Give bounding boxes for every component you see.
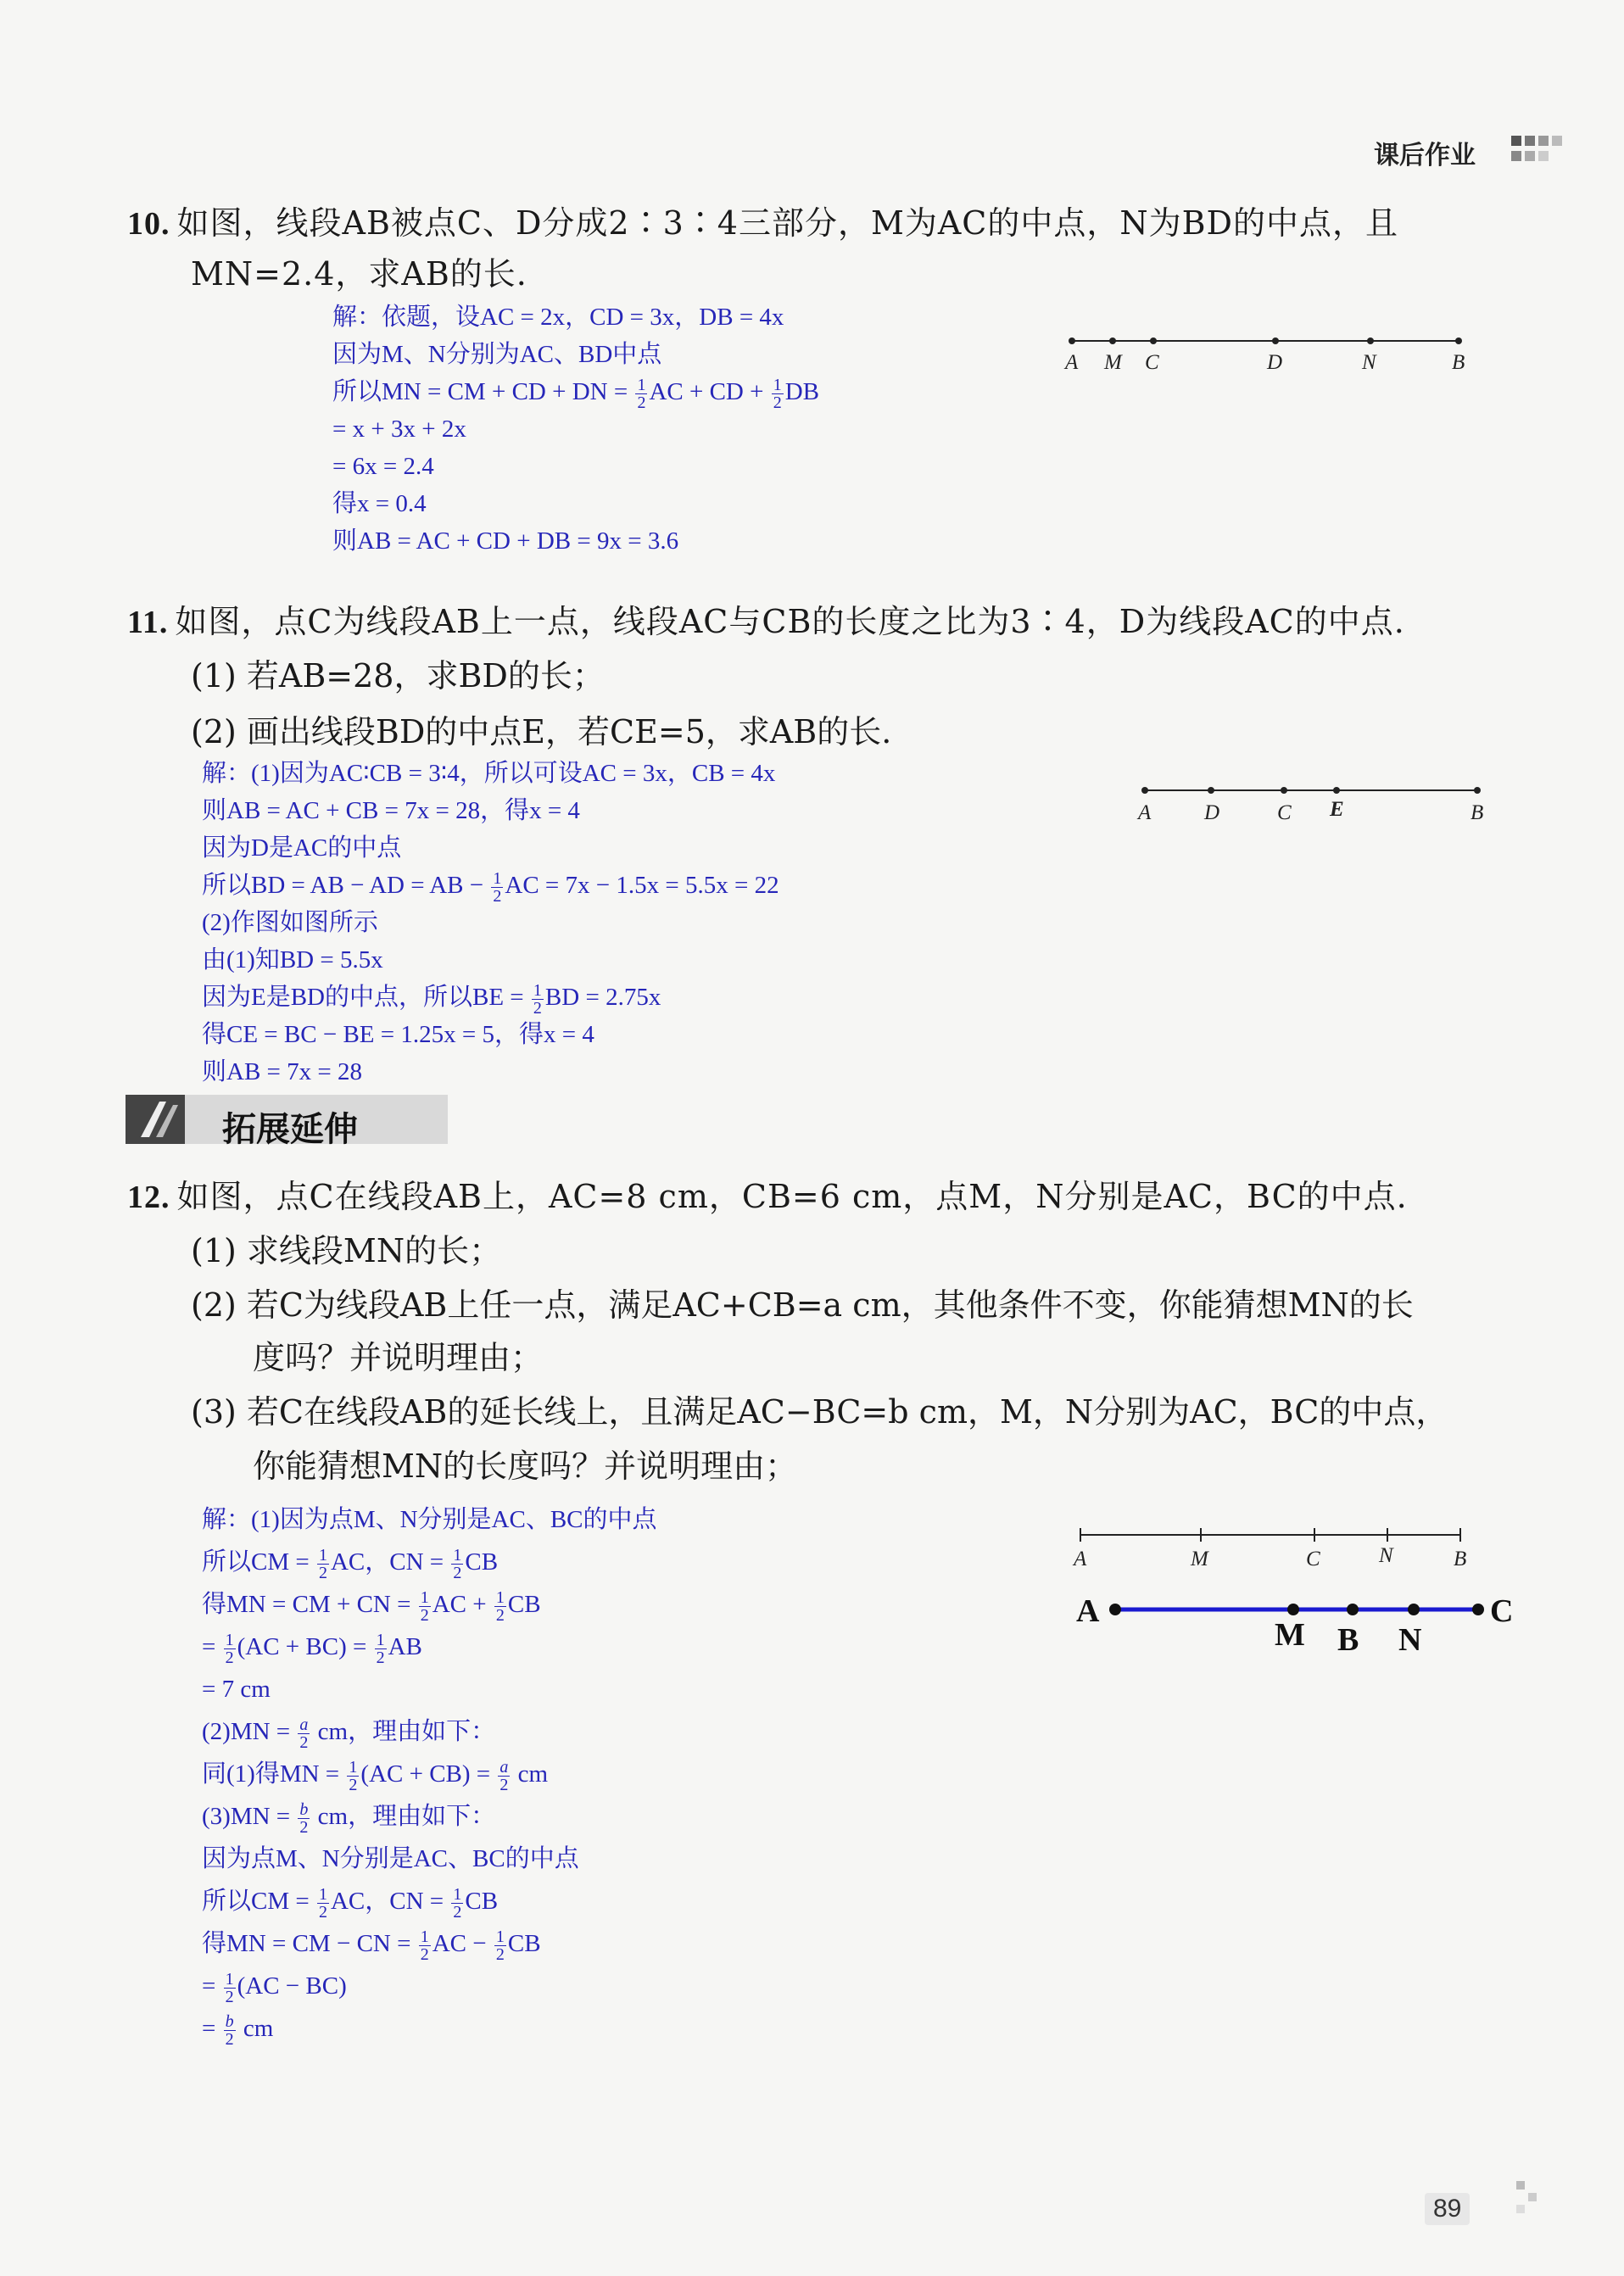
q11-label-a: A xyxy=(1138,801,1152,824)
q12-figure1 xyxy=(1069,1518,1476,1577)
page-number: 89 xyxy=(1425,2193,1470,2225)
q11-label-d: D xyxy=(1204,801,1220,824)
q11-part1: (1) 若AB=28，求BD的长； xyxy=(191,657,605,695)
q12-fig1-label-c: C xyxy=(1306,1548,1320,1570)
q12-fig2-label-b: B xyxy=(1337,1622,1359,1658)
header-title: 课后作业 xyxy=(1374,141,1476,170)
q11-text: 11. 如图，点C为线段AB上一点，线段AC与CB的长度之比为3∶4，D为线段AC的中点. xyxy=(127,603,1405,640)
header-squares-icon xyxy=(1511,136,1564,163)
q11-label-c: C xyxy=(1277,801,1292,824)
q11-figure xyxy=(1128,778,1501,829)
q11-number: 11. xyxy=(127,605,169,640)
q10-text-line1: 10. 如图，线段AB被点C、D分成2∶3∶4三部分，M为AC的中点，N为BD的中点，且 xyxy=(127,204,1399,242)
page-corner-squares-icon xyxy=(1516,2181,1550,2223)
q10-figure xyxy=(1060,322,1484,382)
q10-label-d: D xyxy=(1267,351,1283,374)
q10-solution: 解：依题，设AC = 2x，CD = 3x，DB = 4x 因为M、N分别为AC、BD中点 所以MN = CM + CD + DN = $\frac{1}{2}$ AC + CD + $\frac{1}{2}$ DB = x + 3x + 2x = 6x = 2.4 得x = 0.4 则AB = AC + CD + DB = 9x = 3.6 xyxy=(332,304,820,555)
q12-fig2-label-c: C xyxy=(1490,1593,1514,1629)
q12-fig2-label-m: M xyxy=(1275,1617,1305,1653)
q11-label-b: B xyxy=(1471,801,1484,824)
q10-label-c: C xyxy=(1145,351,1159,374)
q12-solution: 解：(1)因为点M、N分别是AC、BC的中点 所以CM = $\frac{1}{2}$ AC，CN = $\frac{1}{2}$ CB 得MN = CM + CN = $\frac{1}{2}$ AC + $\frac{1}{2}$ CB = $\frac{1}{2}$ (AC + BC) = $\frac{1}{2}$ AB = 7 cm (2)MN = $\frac{a}{2}$ cm，理由如下： 同(1)得MN = $\frac{1}{2}$ (AC + CB) = $\frac{a}{2}$ cm (3)MN = $\frac{b}{2}$ cm，理由如下： 因为点M、N分别是AC、BC的中点 所以CM = $\frac{1}{2}$ AC，CN = $\frac{1}{2}$ CB 得MN = CM − CN = $\frac{1}{2}$ AC − $\frac{1}{2}$ CB = $\frac{1}{2}$ (AC − BC) = $\frac{b}{2}$ cm xyxy=(202,1506,657,2049)
q10-label-a: A xyxy=(1065,351,1079,374)
q11-solution: 解：(1)因为AC∶CB = 3∶4，所以可设AC = 3x，CB = 4x 则AB = AC + CB = 7x = 28，得x = 4 因为D是AC的中点 所以BD = AB − AD = AB − $\frac{1}{2}$ AC = 7x − 1.5x = 5.5x = 22 (2)作图如图所示 由(1)知BD = 5.5x 因为E是BD的中点，所以BE = $\frac{1}{2}$ BD = 2.75x 得CE = BC − BE = 1.25x = 5，得x = 4 则AB = 7x = 28 xyxy=(202,760,779,1085)
q12-fig1-label-m: M xyxy=(1191,1548,1208,1570)
q12-fig2-label-a: A xyxy=(1076,1593,1100,1629)
q12-fig1-label-n: N xyxy=(1379,1544,1393,1567)
section-title: 拓展延伸 xyxy=(222,1110,358,1149)
q11-part2: (2) 画出线段BD的中点E，若CE=5，求AB的长. xyxy=(191,713,892,750)
q12-figure2 xyxy=(1073,1591,1514,1667)
q11-label-e: E xyxy=(1330,798,1344,821)
q12-fig2-label-n: N xyxy=(1398,1622,1422,1658)
q12-part3-line2: 你能猜想MN的长度吗？并说明理由； xyxy=(253,1448,798,1485)
q10-text-line2: MN=2.4，求AB的长. xyxy=(191,255,527,293)
q10-label-n: N xyxy=(1362,351,1376,374)
q12-text: 12. 如图，点C在线段AB上，AC=8 cm，CB=6 cm，点M，N分别是AC，BC的中点. xyxy=(127,1178,1408,1215)
q12-part2-line1: (2) 若C为线段AB上任一点，满足AC+CB=a cm，其他条件不变，你能猜想MN的长 xyxy=(191,1286,1414,1324)
q10-label-m: M xyxy=(1104,351,1122,374)
q10-label-b: B xyxy=(1452,351,1465,374)
q12-number: 12. xyxy=(127,1180,170,1215)
q12-part1: (1) 求线段MN的长； xyxy=(191,1232,502,1269)
q12-fig1-label-b: B xyxy=(1454,1548,1467,1570)
q12-fig1-label-a: A xyxy=(1074,1548,1087,1570)
q10-number: 10. xyxy=(127,206,170,242)
q12-part2-line2: 度吗？并说明理由； xyxy=(253,1339,544,1376)
q12-part3-line1: (3) 若C在线段AB的延长线上，且满足AC−BC=b cm，M，N分别为AC，BC的中点， xyxy=(191,1393,1448,1431)
